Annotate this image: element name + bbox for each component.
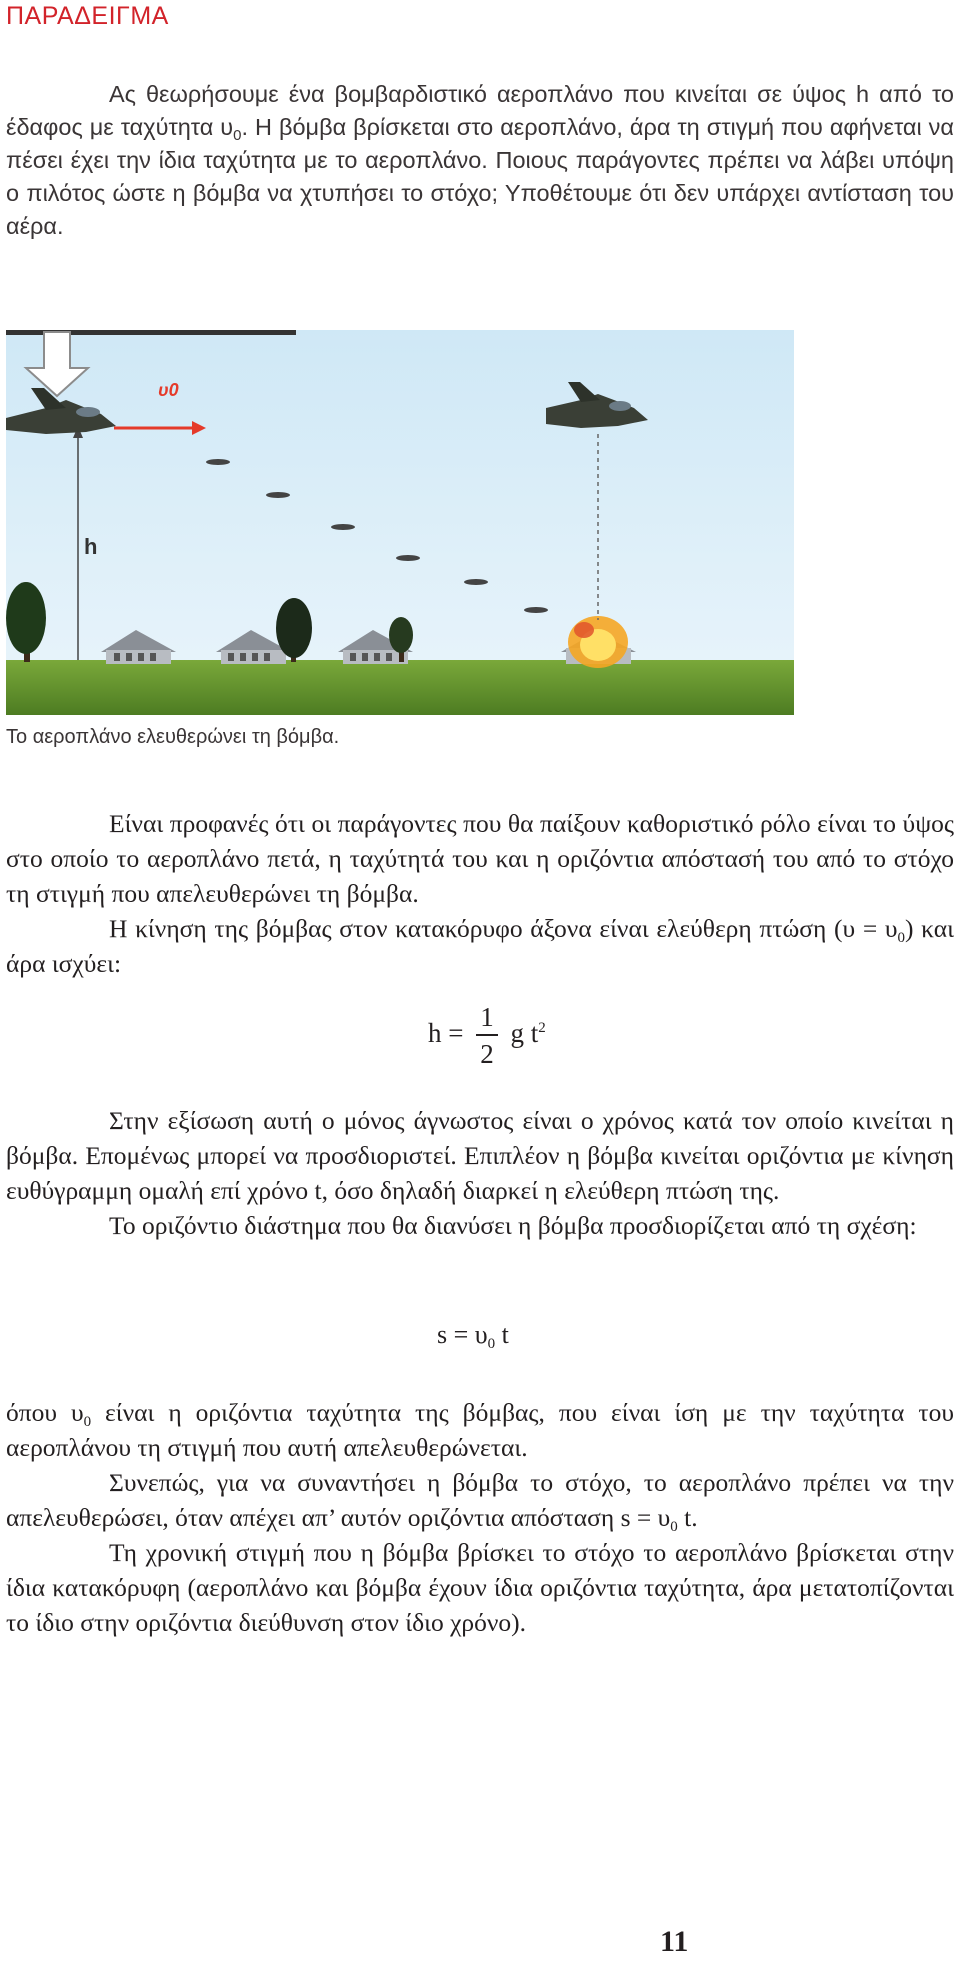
figure-caption: Το αεροπλάνο ελευθερώνει τη βόμβα. [6, 726, 340, 748]
page-number: 11 [660, 1925, 689, 1958]
paragraph: Συνεπώς, για να συναντήσει η βόμβα το στόχο, το αεροπλάνο πρέπει να την απελευθερώσει, όταν απέχει απ’ αυτόν οριζόντια απόσταση $s = \upsilon_0$ t. [6, 1468, 954, 1535]
bomber-figure [6, 330, 794, 715]
bomb-icon [266, 492, 290, 498]
body-text [6, 1395, 954, 1640]
paragraph: Το οριζόντιο διάστημα που θα διανύσει η βόμβα προσδιορίζεται από τη σχέση: [109, 1211, 917, 1240]
paragraph: Η κίνηση της βόμβας στον κατακόρυφο άξονα είναι ελεύθερη πτώση $(\upsilon = \upsilon_0)$ και άρα ισχύει: [6, 914, 955, 978]
paragraph: Στην εξίσωση αυτή ο μόνος άγνωστος είναι ο χρόνος κατά τον οποίο κινείται η βόμβα. Επομένως μπορεί να προσδιοριστεί. Επιπλέον η βόμβα κινείται οριζόντια με κίνηση ευθύγραμμη ομαλή επί χρόνο t, όσο δηλαδή διαρκεί η ελεύθερη πτώση της. [6, 1106, 954, 1205]
paragraph: Τη χρονική στιγμή που η βόμβα βρίσκει το στόχο το αεροπλάνο βρίσκεται στην ίδια κατακόρυφη (αεροπλάνο και βόμβα έχουν ίδια οριζόντια ταχύτητα, άρα μετατοπίζονται το ίδιο στην οριζόντια διεύθυνση στον ίδιο χρόνο). [6, 1538, 954, 1637]
velocity-label: υ0 [158, 380, 179, 400]
bomb-icon [396, 555, 420, 561]
bomb-icon [524, 607, 548, 613]
body-text [6, 806, 954, 981]
paragraph: όπου $\upsilon_0$ είναι η οριζόντια ταχύτητα της βόμβας, που είναι ίση με την ταχύτητα του αεροπλάνου τη στιγμή που αυτή απελευθερώνεται. [6, 1398, 954, 1462]
body-text [6, 1103, 954, 1243]
bomb-icon [464, 579, 488, 585]
height-label: h [84, 534, 98, 559]
bomb-icon [331, 524, 355, 530]
paragraph: Είναι προφανές ότι οι παράγοντες που θα παίξουν καθοριστικό ρόλο είναι το ύψος στο οποίο το αεροπλάνο πετά, η ταχύτητά του και η οριζόντια απόστασή του από το στόχο τη στιγμή που απελευθερώνει τη βόμβα. [6, 809, 954, 908]
equation-free-fall: h = $\frac{1}{2}$ g $t^2$ [428, 1002, 546, 1069]
equation-distance: $s = \upsilon_0$ t [437, 1320, 509, 1352]
section-heading: ΠΑΡΑΔΕΙΓΜΑ [6, 2, 169, 30]
intro-paragraph: Ας θεωρήσουμε ένα βομβαρδιστικό αεροπλάνο που κινείται σε ύψος h από το έδαφος με ταχύτητα $\upsilon_0$. Η βόμβα βρίσκεται στο αεροπλάνο, άρα τη στιγμή που αφήνεται να πέσει έχει την ίδια ταχύτητα με το αεροπλάνο. Ποιους παράγοντες πρέπει να λάβει υπόψη ο πιλότος ώστε η βόμβα να χτυπήσει το στόχο; Υποθέτουμε ότι δεν υπάρχει αντίσταση του αέρα. [6, 81, 955, 239]
bomb-icon [206, 459, 230, 465]
